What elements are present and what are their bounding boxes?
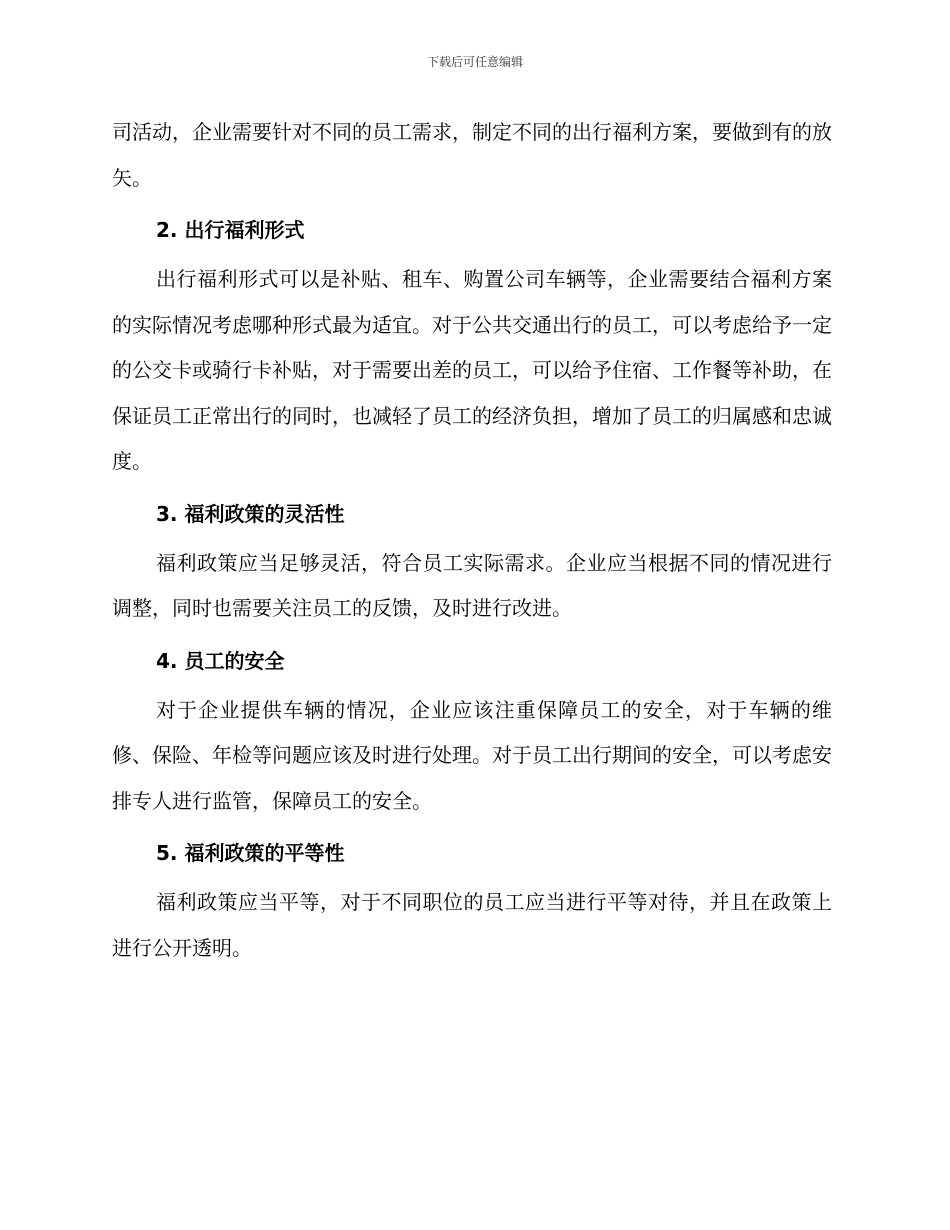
section-paragraph-policy-equality: 福利政策应当平等，对于不同职位的员工应当进行平等对待，并且在政策上进行公开透明。 [112,890,832,960]
section-heading-policy-equality: 5. 福利政策的平等性 [156,841,345,865]
section-paragraph-employee-safety: 对于企业提供车辆的情况，企业应该注重保障员工的安全，对于车辆的维修、保险、年检等问题应该及时进行处理。对于员工出行期间的安全，可以考虑安排专人进行监管，保障员工的安全。 [112,697,832,813]
section-heading-travel-benefit-forms: 2. 出行福利形式 [156,218,305,242]
section-paragraph-travel-benefit-forms: 出行福利形式可以是补贴、租车、购置公司车辆等，企业需要结合福利方案的实际情况考虑哪种形式最为适宜。对于公共交通出行的员工，可以考虑给予一定的公交卡或骑行卡补贴，对于需要出差的员工，可以给予住宿、工作餐等补助，在保证员工正常出行的同时，也减轻了员工的经济负担，增加了员工的归属感和忠诚度。 [112,267,832,473]
section-heading-policy-flexibility: 3. 福利政策的灵活性 [156,501,345,526]
section-heading-employee-safety: 4. 员工的安全 [156,648,285,673]
document-body [112,110,832,971]
section-paragraph-policy-flexibility: 福利政策应当足够灵活，符合员工实际需求。企业应当根据不同的情况进行调整，同时也需要关注员工的反馈，及时进行改进。 [112,550,832,620]
intro-paragraph: 司活动，企业需要针对不同的员工需求，制定不同的出行福利方案，要做到有的放矢。 [112,120,832,190]
page-header: 下载后可任意编辑 [426,55,523,69]
